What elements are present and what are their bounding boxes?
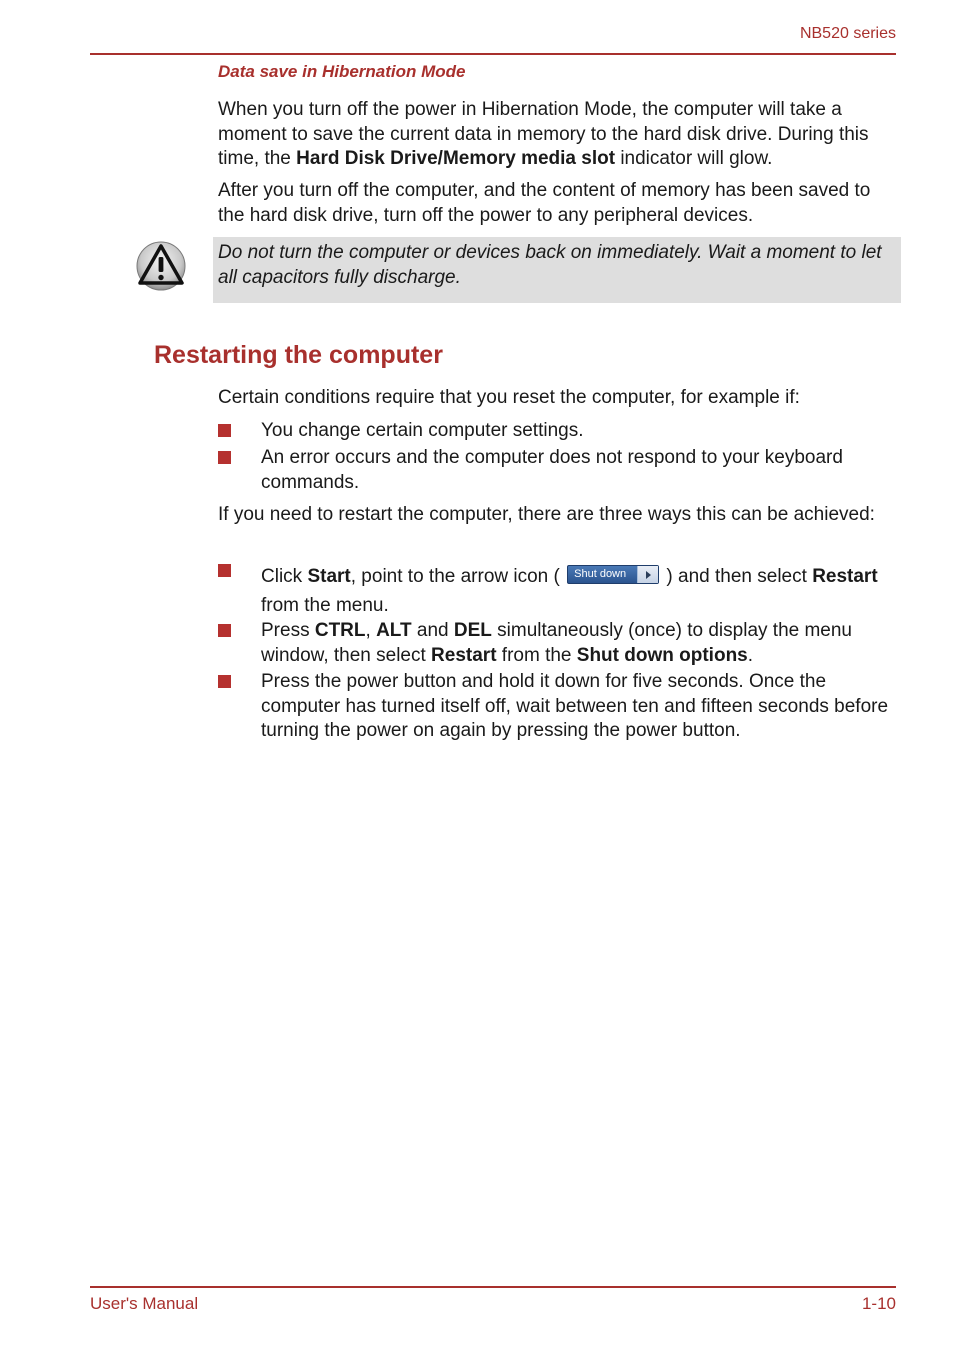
bullet-square-icon bbox=[218, 675, 231, 688]
footer-page-number: 1-10 bbox=[861, 1294, 896, 1313]
list-item-text: Press the power button and hold it down for five seconds. Once the computer has turned itself off, wait between ten and fifteen seconds before turning the power on again by pressing the power button. bbox=[261, 671, 889, 741]
shut-down-button-image: Shut down bbox=[567, 565, 659, 584]
subheading-hibernation: Data save in Hibernation Mode bbox=[218, 62, 466, 81]
bullet-square-icon bbox=[218, 424, 231, 437]
paragraph-hibernation-2: After you turn off the computer, and the content of memory has been saved to the hard disk drive, turn off the power to any peripheral devices. bbox=[218, 180, 871, 226]
header-rule bbox=[90, 53, 896, 55]
header-series: NB520 series bbox=[799, 25, 896, 42]
list-item-text: Press CTRL, ALT and DEL simultaneously (once) to display the menu window, then select Restart from the Shut down options. bbox=[261, 620, 853, 666]
footer-manual-title: User's Manual bbox=[90, 1294, 199, 1313]
hdd-indicator-name: Hard Disk Drive/Memory media slot bbox=[296, 148, 616, 169]
caution-text: Do not turn the computer or devices back on immediately. Wait a moment to let all capacitors fully discharge. bbox=[218, 242, 882, 288]
section-heading-restart: Restarting the computer bbox=[154, 341, 443, 369]
footer-rule bbox=[90, 1286, 896, 1288]
paragraph-restart-intro: Certain conditions require that you reset the computer, for example if: bbox=[218, 387, 800, 408]
list-item-text: You change certain computer settings. bbox=[261, 420, 584, 441]
bullet-square-icon bbox=[218, 564, 231, 577]
caution-triangle-icon bbox=[135, 240, 187, 292]
bullet-square-icon bbox=[218, 451, 231, 464]
paragraph-hibernation-1: When you turn off the power in Hibernation Mode, the computer will take a moment to save the current data in memory to the hard disk drive. During this time, the Hard Disk Drive/Memory media slot indicator will glow. bbox=[218, 99, 869, 169]
list-item-text: Click Start, point to the arrow icon ( Shut down ) and then select Restart from the menu. bbox=[261, 566, 878, 616]
list-item-text: An error occurs and the computer does not respond to your keyboard commands. bbox=[261, 447, 843, 493]
bullet-square-icon bbox=[218, 624, 231, 637]
arrow-right-icon bbox=[637, 566, 658, 583]
paragraph-restart-ways: If you need to restart the computer, there are three ways this can be achieved: bbox=[218, 504, 875, 525]
